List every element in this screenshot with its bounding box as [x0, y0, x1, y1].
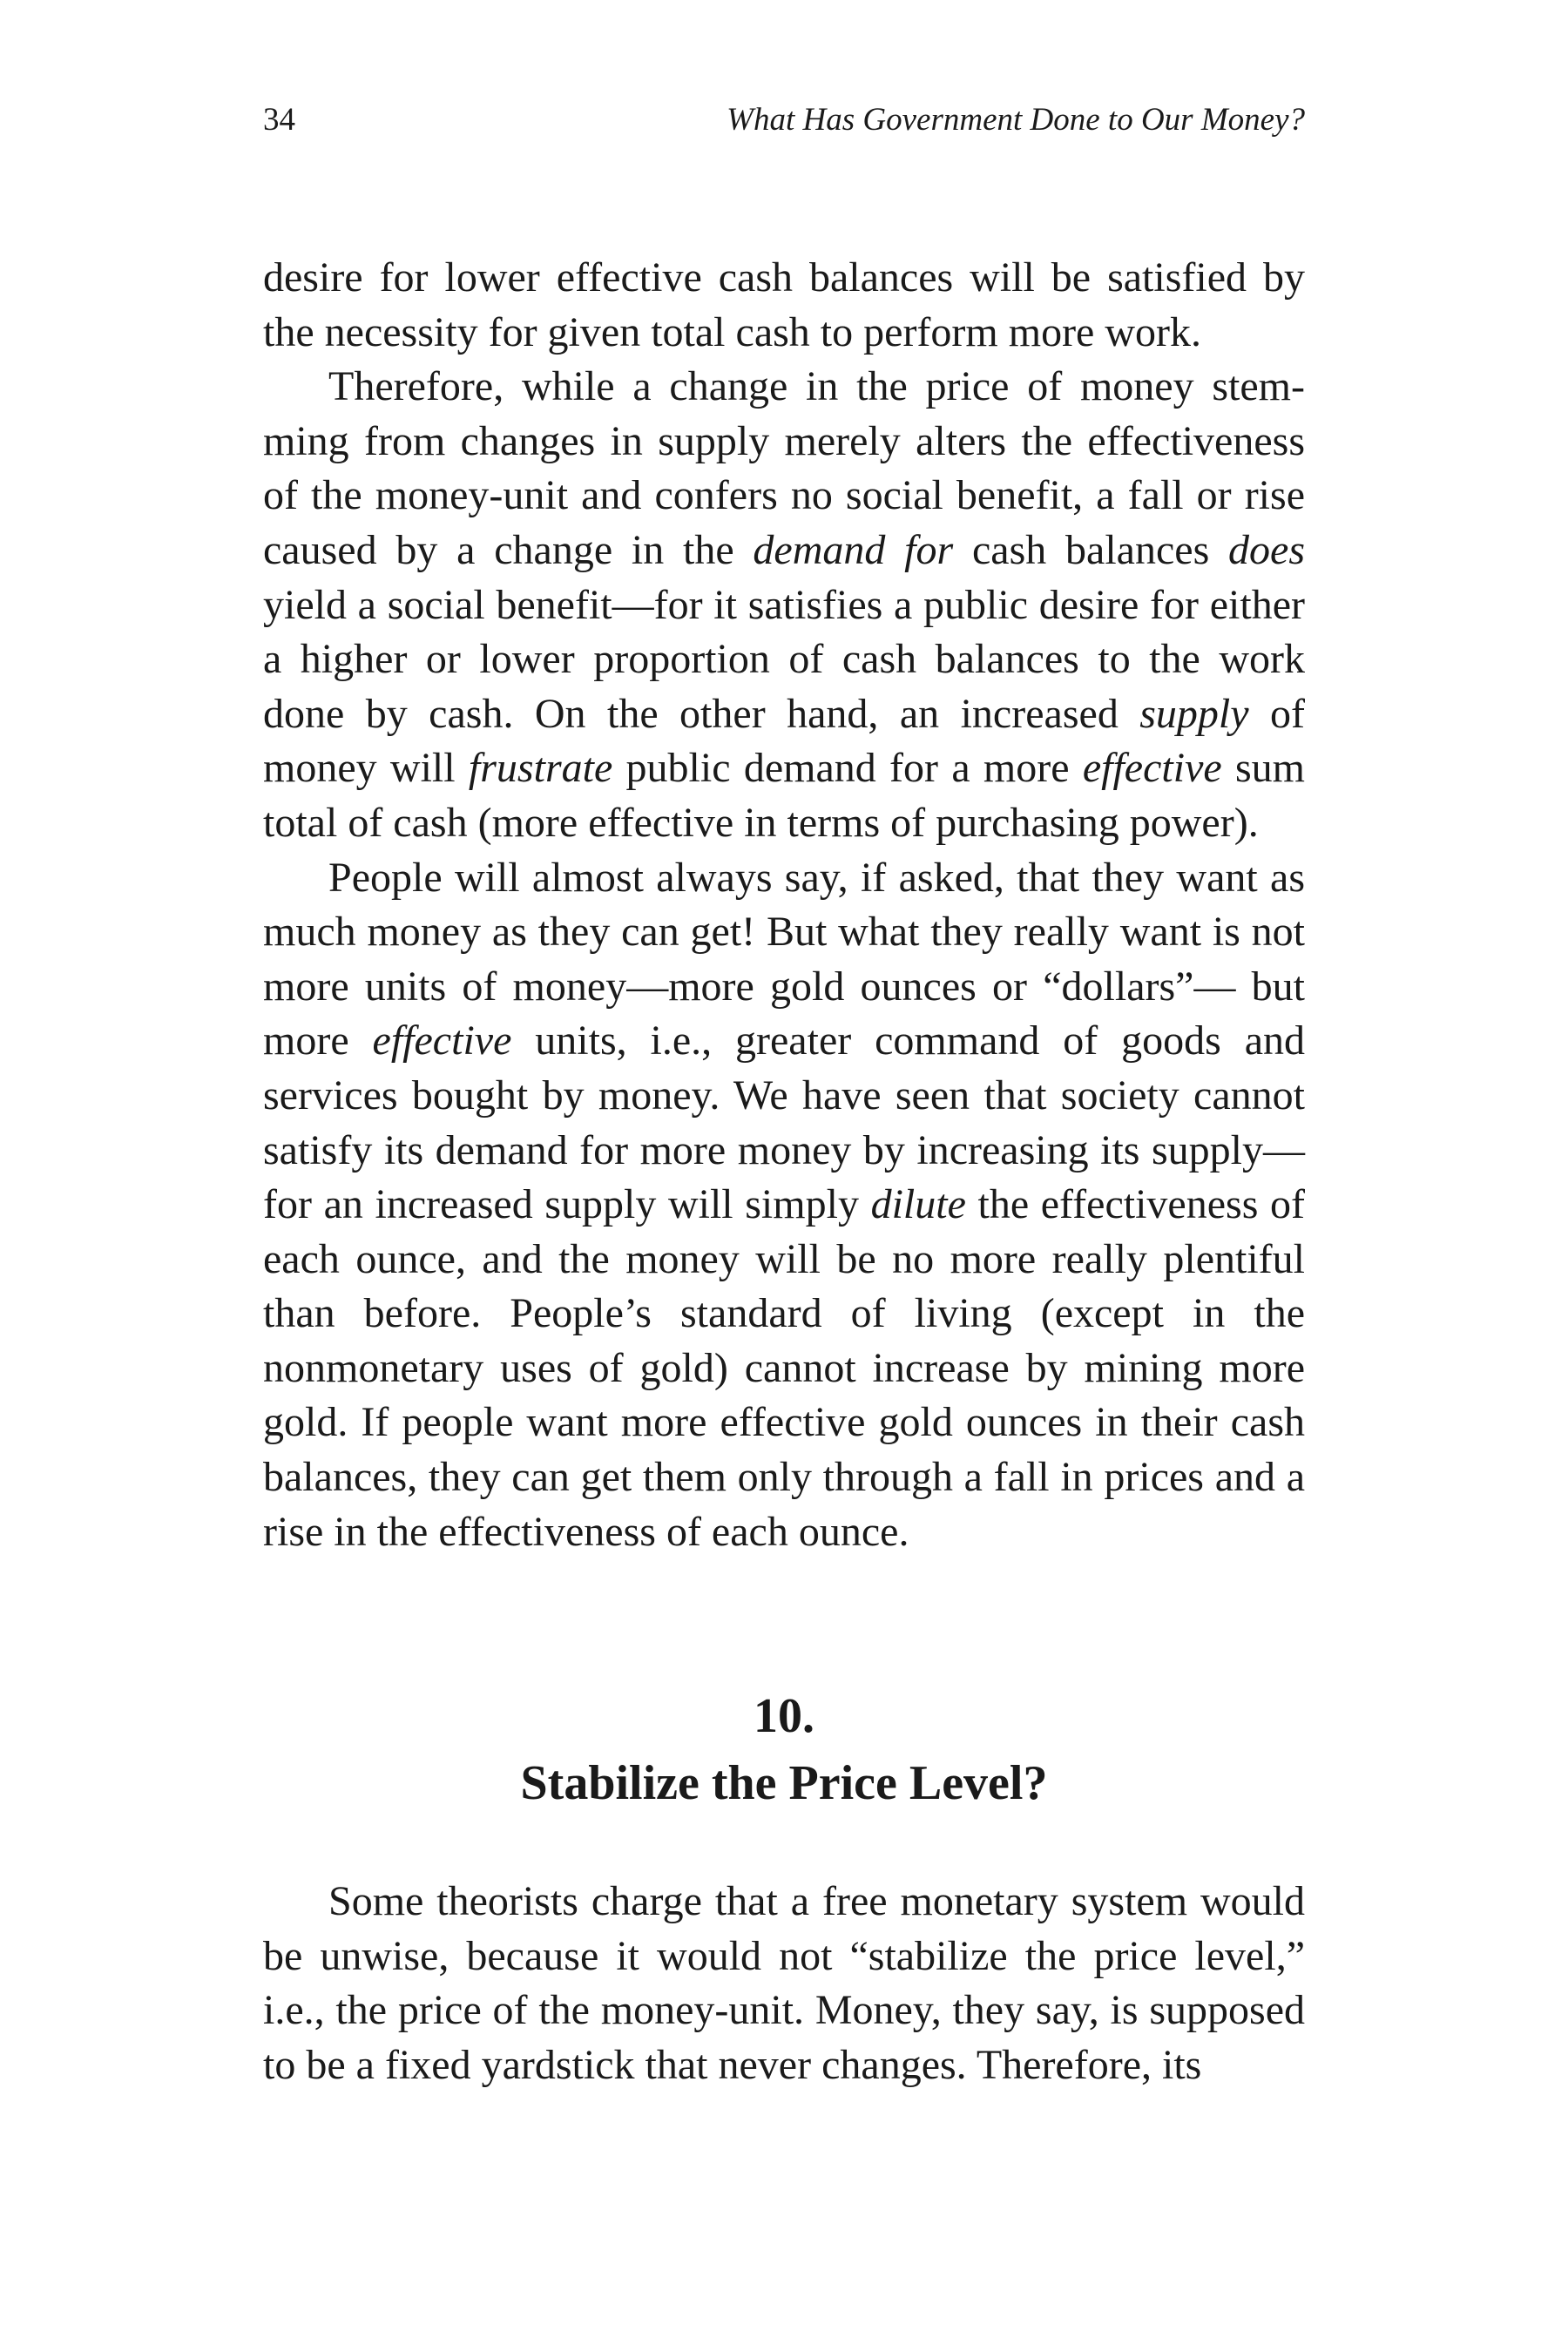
page-number: 34 [263, 102, 295, 138]
emphasis-text: supply [1139, 690, 1249, 737]
section-title: Stabilize the Price Level? [520, 1756, 1048, 1810]
text-span: units, i.e., greater command of goods and services bought by money. We have seen that society cannot satisfy its demand for more money by increasing its supply—for an increased supply will simply [263, 1017, 1306, 1228]
paragraph-3 [263, 851, 1305, 1560]
text-span: People will almost always say, if asked, that they want as much money as they can get! But what they really want is not more units of money—more gold ounces or “dollars”— but more [263, 854, 1305, 1064]
text-span: public demand for a more [612, 745, 1083, 792]
emphasis-text: dilute [870, 1181, 966, 1228]
emphasis-text: does [1228, 526, 1306, 573]
emphasis-text: effective [1082, 745, 1222, 792]
paragraph-4 [263, 1875, 1305, 2092]
emphasis-text: frustrate [468, 745, 613, 792]
text-span: of money will [263, 690, 1305, 792]
body-text [263, 251, 1305, 1559]
paragraph-1 [263, 251, 1305, 360]
paragraph-2 [263, 360, 1305, 850]
text-span: sum total of cash (more effective in terms of purchasing power). [263, 745, 1306, 846]
emphasis-text: demand for [753, 526, 954, 573]
text-span: yield a social benefit—for it satisfies a public desire for either a higher or lower proportion of cash balances to the work done by cash. On the other hand, an increased [263, 581, 1305, 737]
section-number: 10. [754, 1689, 814, 1743]
body-text-section [263, 1875, 1305, 2092]
text-span: desire for lower effective cash balances will be satisfied by the necessity for given total cash to perform more work. [263, 254, 1305, 355]
text-span: Therefore, while a change in the price of money stemming from changes in supply merely alters the effectiveness of the money-unit and confers no social benefit, a fall or rise caused by a change in the [263, 363, 1305, 573]
text-span: cash balances [953, 526, 1229, 573]
text-span: the effectiveness of each ounce, and the money will be no more really plentiful than before. People’s standard of living (except in the nonmonetary uses of gold) cannot increase by mining more gold. If people want more effective gold ounces in their cash balances, they can get them only through a fall in prices and a rise in the effectiveness of each ounce. [263, 1181, 1306, 1555]
text-span: Some theorists charge that a free monetary system would be unwise, because it would not “stabilize the price level,” i.e., the price of the money-unit. Money, they say, is supposed to be a fixed yardstick that never changes. Therefore, its [263, 1878, 1305, 2088]
running-title: What Has Government Done to Our Money? [727, 102, 1305, 138]
page-header [263, 94, 1305, 146]
emphasis-text: effective [372, 1017, 512, 1064]
